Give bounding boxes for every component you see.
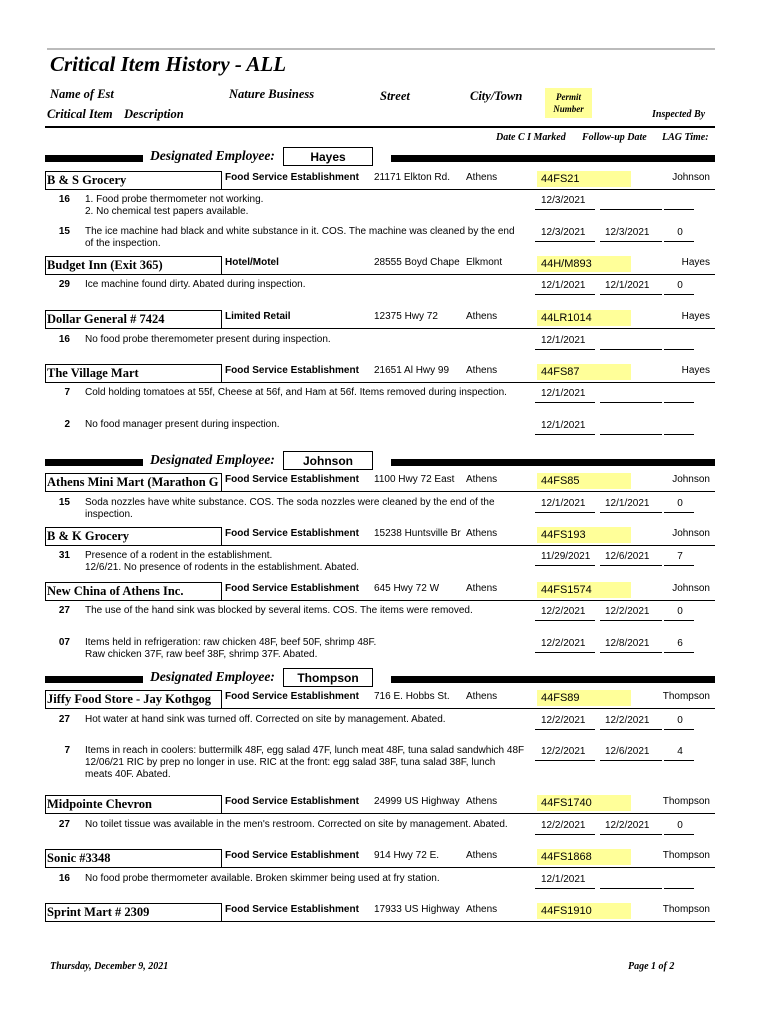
establishment-underline [222,708,715,709]
date-ci-marked-line [535,834,595,835]
permit-number: 44FS1740 [537,795,631,811]
nature-business: Food Service Establishment [225,528,359,539]
inspected-by: Hayes [681,257,710,268]
designated-employee-name: Hayes [283,147,373,166]
footer-page: Page 1 of 2 [628,961,675,972]
critical-item-code: 2 [64,419,70,430]
date-ci-marked: 12/3/2021 [541,195,586,206]
follow-up-date: 12/3/2021 [605,227,650,238]
city-town: Athens [466,365,498,376]
follow-up-date: 12/2/2021 [605,820,650,831]
street: 21651 Al Hwy 99 [374,365,450,376]
group-bar-left [45,459,143,466]
date-ci-marked-line [535,241,595,242]
group-bar-right [391,676,715,683]
establishment-name: Dollar General # 7424 [47,312,165,326]
designated-employee-name: Johnson [283,451,373,470]
critical-item-code: 16 [58,194,70,205]
critical-item-code: 15 [58,226,70,237]
group-bar-left [45,676,143,683]
nature-business: Food Service Establishment [225,850,359,861]
critical-item-description: Items held in refrigeration: raw chicken 48F, beef 50F, shrimp 48F. Raw chicken 37F, raw beef 38F, shrimp 37F. Abated. [85,637,377,660]
critical-item-code: 16 [58,873,70,884]
inspected-by: Johnson [672,528,710,539]
lag-time-line [664,349,694,350]
nature-business: Hotel/Motel [225,257,279,268]
follow-up-date-line [600,888,662,889]
establishment-name: Budget Inn (Exit 365) [47,258,163,272]
critical-item-description: Ice machine found dirty. Abated during inspection. [85,279,306,290]
date-ci-marked-line [535,209,595,210]
follow-up-date-line [600,729,662,730]
critical-item-description: The ice machine had black and white substance in it. COS. The machine was cleaned by the end of the inspection. [85,226,515,249]
date-ci-marked: 12/2/2021 [541,638,586,649]
establishment-underline [222,867,715,868]
city-town: Athens [466,474,498,485]
group-bar-right [391,155,715,162]
date-ci-marked-line [535,294,595,295]
establishment-name: B & S Grocery [47,173,127,187]
street: 914 Hwy 72 E. [374,850,440,861]
follow-up-date-line [600,434,662,435]
street: 12375 Hwy 72 [374,311,438,322]
lag-time-line [664,402,694,403]
establishment-underline [222,813,715,814]
date-ci-marked: 12/2/2021 [541,715,586,726]
date-ci-marked: 12/1/2021 [541,388,586,399]
inspected-by: Johnson [672,172,710,183]
follow-up-date: 12/6/2021 [605,551,650,562]
follow-up-date-line [600,402,662,403]
date-ci-marked: 12/1/2021 [541,420,586,431]
follow-up-date-line [600,652,662,653]
permit-number: 44FS21 [537,171,631,187]
follow-up-date: 12/1/2021 [605,498,650,509]
establishment-underline [222,274,715,275]
date-ci-marked-line [535,729,595,730]
critical-item-code: 7 [64,387,70,398]
date-ci-marked-line [535,565,595,566]
report-title: Critical Item History - ALL [50,52,287,76]
designated-employee-label: Designated Employee: [150,452,275,467]
city-town: Athens [466,528,498,539]
follow-up-date-line [600,565,662,566]
date-ci-marked: 12/1/2021 [541,280,586,291]
establishment-underline [222,600,715,601]
header-name-of-est: Name of Est [50,87,114,101]
header-inspected-by: Inspected By [652,109,706,120]
nature-business: Food Service Establishment [225,904,359,915]
lag-time: 0 [677,227,683,238]
permit-number: 44H/M893 [537,256,631,272]
lag-time-line [664,434,694,435]
establishment-name: Jiffy Food Store - Jay Kothgog [47,692,211,706]
critical-item-code: 31 [58,550,70,561]
inspected-by: Hayes [681,311,710,322]
street: 716 E. Hobbs St. [374,691,450,702]
critical-item-description: Items in reach in coolers: buttermilk 48F, egg salad 47F, lunch meat 48F, tuna salad sandwhich 48F 12/06/21 RIC by prep no longer in use. RIC at the front: egg salad 38F, tuna salad 38F, lunch meats 40F. Abated. [85,745,525,780]
critical-item-description: Soda nozzles have white substance. COS. The soda nozzles were cleaned by the end of the inspection. [85,497,495,520]
permit-number: 44FS1868 [537,849,631,865]
critical-item-description: No food probe theremometer present during inspection. [85,334,331,345]
follow-up-date-line [600,760,662,761]
city-town: Athens [466,796,498,807]
date-ci-marked: 12/1/2021 [541,874,586,885]
lag-time-line [664,652,694,653]
city-town: Athens [466,691,498,702]
date-ci-marked-line [535,620,595,621]
follow-up-date-line [600,349,662,350]
critical-item-description: No toilet tissue was available in the men's restroom. Corrected on site by management. Abated. [85,819,508,830]
inspected-by: Thompson [662,691,710,702]
designated-employee-label: Designated Employee: [150,148,275,163]
critical-item-code: 07 [58,637,70,648]
establishment-name: B & K Grocery [47,529,130,543]
date-ci-marked: 11/29/2021 [541,551,591,562]
follow-up-date-line [600,512,662,513]
lag-time: 0 [677,820,683,831]
establishment-underline [222,921,715,922]
establishment-name: The Village Mart [47,366,139,380]
establishment-underline [222,545,715,546]
establishment-underline [222,491,715,492]
date-ci-marked-line [535,512,595,513]
city-town: Athens [466,311,498,322]
critical-item-description: Cold holding tomatoes at 55f, Cheese at 56f, and Ham at 56f. Items removed during inspection. [85,387,507,398]
lag-time-line [664,512,694,513]
follow-up-date: 12/2/2021 [605,715,650,726]
group-bar-left [45,155,143,162]
critical-item-code: 7 [64,745,70,756]
lag-time-line [664,294,694,295]
lag-time: 6 [677,638,683,649]
permit-number: 44FS193 [537,527,631,543]
lag-time: 4 [677,746,683,757]
city-town: Athens [466,583,498,594]
follow-up-date-line [600,620,662,621]
date-ci-marked: 12/1/2021 [541,498,586,509]
permit-number: 44FS89 [537,690,631,706]
establishment-name: Sonic #3348 [47,851,111,865]
city-town: Athens [466,850,498,861]
date-ci-marked-line [535,760,595,761]
permit-number: 44FS1574 [537,582,631,598]
street: 24999 US Highway [374,796,460,807]
designated-employee-label: Designated Employee: [150,669,275,684]
establishment-underline [222,189,715,190]
inspected-by: Thompson [662,904,710,915]
city-town: Athens [466,172,498,183]
header-description: Description [124,107,184,121]
permit-number: 44FS85 [537,473,631,489]
follow-up-date: 12/1/2021 [605,280,650,291]
header-follow-up-date: Follow-up Date [582,132,647,143]
date-ci-marked-line [535,652,595,653]
lag-time-line [664,565,694,566]
critical-item-description: Presence of a rodent in the establishment. 12/6/21. No presence of rodents in the establishment. Abated. [85,550,360,573]
follow-up-date: 12/8/2021 [605,638,650,649]
nature-business: Food Service Establishment [225,474,359,485]
critical-item-description: No food probe thermometer available. Broken skimmer being used at fry station. [85,873,440,884]
follow-up-date-line [600,834,662,835]
header-critical-item: Critical Item [47,107,113,121]
lag-time-line [664,729,694,730]
follow-up-date-line [600,241,662,242]
lag-time: 0 [677,498,683,509]
follow-up-date-line [600,294,662,295]
date-ci-marked: 12/2/2021 [541,820,586,831]
city-town: Athens [466,904,498,915]
date-ci-marked: 12/1/2021 [541,335,586,346]
establishment-underline [222,328,715,329]
permit-number: 44FS87 [537,364,631,380]
header-lag-time: LAG Time: [662,132,709,143]
critical-item-code: 16 [58,334,70,345]
header-rule [45,126,715,128]
date-ci-marked-line [535,888,595,889]
street: 28555 Boyd Chape [374,257,460,268]
date-ci-marked-line [535,402,595,403]
street: 15238 Huntsville Br [374,528,461,539]
follow-up-date: 12/2/2021 [605,606,650,617]
nature-business: Food Service Establishment [225,691,359,702]
critical-item-code: 29 [58,279,70,290]
date-ci-marked-line [535,349,595,350]
header-city-town: City/Town [470,89,523,103]
nature-business: Food Service Establishment [225,365,359,376]
city-town: Elkmont [466,257,503,268]
nature-business: Limited Retail [225,311,291,322]
critical-item-code: 15 [58,497,70,508]
critical-item-description: Hot water at hand sink was turned off. Corrected on site by management. Abated. [85,714,446,725]
lag-time-line [664,620,694,621]
inspected-by: Thompson [662,796,710,807]
lag-time: 7 [677,551,683,562]
lag-time: 0 [677,715,683,726]
top-rule [47,48,715,50]
inspected-by: Johnson [672,583,710,594]
nature-business: Food Service Establishment [225,796,359,807]
footer-date: Thursday, December 9, 2021 [50,961,169,972]
lag-time-line [664,760,694,761]
lag-time: 0 [677,606,683,617]
permit-number: 44FS1910 [537,903,631,919]
critical-item-description: 1. Food probe thermometer not working. 2. No chemical test papers available. [85,194,264,217]
date-ci-marked: 12/3/2021 [541,227,586,238]
date-ci-marked: 12/2/2021 [541,746,586,757]
lag-time-line [664,241,694,242]
establishment-name: New China of Athens Inc. [47,584,184,598]
date-ci-marked-line [535,434,595,435]
inspected-by: Thompson [662,850,710,861]
street: 645 Hwy 72 W [374,583,440,594]
follow-up-date-line [600,209,662,210]
header-permit-number: Permit Number [545,88,592,118]
critical-item-code: 27 [58,819,70,830]
establishment-name: Athens Mini Mart (Marathon G [47,475,219,489]
nature-business: Food Service Establishment [225,172,359,183]
establishment-name: Midpointe Chevron [47,797,152,811]
critical-item-description: No food manager present during inspection. [85,419,280,430]
inspected-by: Hayes [681,365,710,376]
critical-item-code: 27 [58,605,70,616]
lag-time-line [664,888,694,889]
follow-up-date: 12/6/2021 [605,746,650,757]
street: 1100 Hwy 72 East [374,474,455,485]
critical-item-code: 27 [58,714,70,725]
header-nature-business: Nature Business [229,87,315,101]
designated-employee-name: Thompson [283,668,373,687]
permit-number: 44LR1014 [537,310,631,326]
group-bar-right [391,459,715,466]
lag-time: 0 [677,280,683,291]
establishment-name: Sprint Mart # 2309 [47,905,150,919]
street: 21171 Elkton Rd. [374,172,450,183]
date-ci-marked: 12/2/2021 [541,606,586,617]
header-date-ci-marked: Date C I Marked [496,132,566,143]
inspected-by: Johnson [672,474,710,485]
establishment-underline [222,382,715,383]
lag-time-line [664,834,694,835]
lag-time-line [664,209,694,210]
header-street: Street [380,89,410,103]
nature-business: Food Service Establishment [225,583,359,594]
critical-item-description: The use of the hand sink was blocked by several items. COS. The items were removed. [85,605,473,616]
street: 17933 US Highway [374,904,460,915]
